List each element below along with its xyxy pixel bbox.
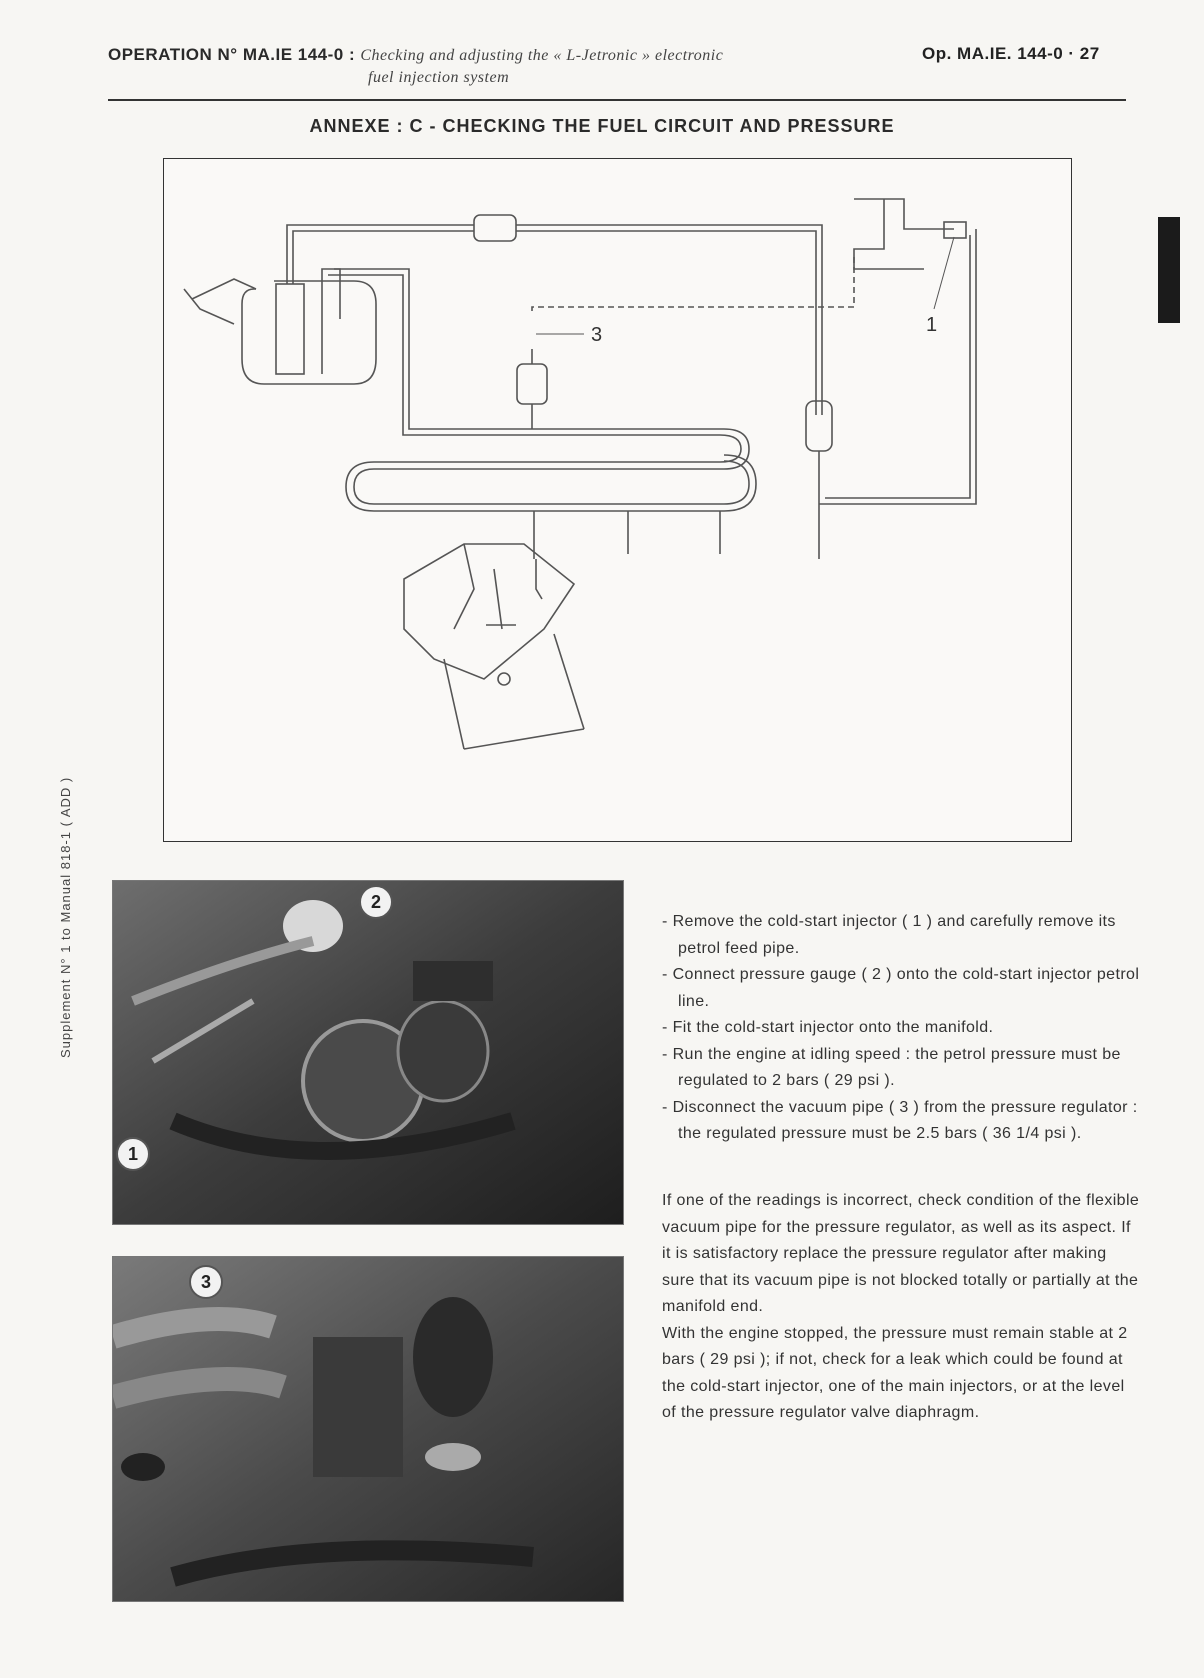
fuel-pump-in-tank: [276, 284, 304, 374]
procedure-step: - Run the engine at idling speed : the petrol pressure must be regulated to 2 bars ( 29 psi ).: [662, 1045, 1121, 1089]
troubleshooting-paragraph: With the engine stopped, the pressure must remain stable at 2 bars ( 29 psi ); if not, check for a leak which could be found at the cold-start injector, one of the main injectors, or at the level of the pressure regulator valve diaphragm.: [662, 1324, 1128, 1421]
troubleshooting-paragraph: If one of the readings is incorrect, check condition of the flexible vacuum pipe for the pressure regulator, as well as its aspect. If it is satisfactory replace the pressure regulator after making sure that its vacuum pipe is not blocked totally or partially at the manifold end.: [662, 1192, 1140, 1315]
engine-photo-2-illustration: [113, 1257, 623, 1601]
troubleshooting-text: [662, 1188, 1142, 1427]
procedure-step: - Fit the cold-start injector onto the manifold.: [662, 1019, 994, 1036]
header-divider: [108, 99, 1126, 101]
operation-number: OPERATION N° MA.IE 144-0 :: [108, 45, 356, 64]
tank-return-tube: [322, 269, 340, 374]
page-reference: Op. MA.IE. 144-0 · 27: [922, 44, 1100, 63]
operation-subject-line2: fuel injection system: [368, 69, 510, 86]
intake-valve: [486, 569, 516, 629]
cold-start-feed-line: [819, 229, 976, 504]
piston-pin: [498, 673, 510, 685]
feed-line-top: [287, 225, 822, 415]
engine-photo-regulator: [112, 1256, 624, 1602]
engine-photo-1-illustration: [113, 881, 623, 1224]
engine-photo-gauge: [112, 880, 624, 1225]
fuel-circuit-diagram: [163, 158, 1072, 842]
diagram-callout-1: 1: [926, 314, 938, 336]
procedure-steps: [662, 909, 1142, 1148]
pressure-regulator: [517, 364, 547, 404]
injector-on-engine: [536, 559, 542, 599]
injector-rail: [534, 511, 720, 559]
procedure-step: - Remove the cold-start injector ( 1 ) and carefully remove its petrol feed pipe.: [662, 913, 1116, 957]
fuel-circuit-illustration: [164, 159, 1071, 841]
tank-filler-neck: [184, 279, 256, 324]
cold-start-injector: [944, 222, 966, 238]
page-header: [108, 44, 868, 89]
procedure-step: - Disconnect the vacuum pipe ( 3 ) from the pressure regulator : the regulated pressure must be 2.5 bars ( 36 1/4 psi ).: [662, 1098, 1138, 1142]
fuel-tank: [242, 281, 376, 384]
engine-cylinder-head: [404, 544, 574, 679]
diagram-callout-3: 3: [591, 324, 603, 346]
vacuum-pipe-dashed: [532, 255, 854, 311]
photo1-callout-2: 2: [359, 885, 393, 919]
section-tab-marker: [1158, 217, 1180, 323]
fuel-filter-top: [474, 215, 516, 241]
fuel-filter-right: [806, 401, 832, 451]
photo2-callout-3: 3: [189, 1265, 223, 1299]
return-line: [334, 269, 749, 504]
operation-subject-line1: Checking and adjusting the « L-Jetronic » electronic: [360, 47, 724, 64]
engine-cylinder: [444, 634, 584, 749]
photo1-callout-1: 1: [116, 1137, 150, 1171]
annex-title: ANNEXE : C - CHECKING THE FUEL CIRCUIT AND PRESSURE: [309, 116, 895, 136]
procedure-step: - Connect pressure gauge ( 2 ) onto the cold-start injector petrol line.: [662, 966, 1140, 1010]
side-label: Supplement N° 1 to Manual 818-1 ( ADD ): [58, 776, 73, 1058]
intake-manifold: [854, 199, 954, 269]
